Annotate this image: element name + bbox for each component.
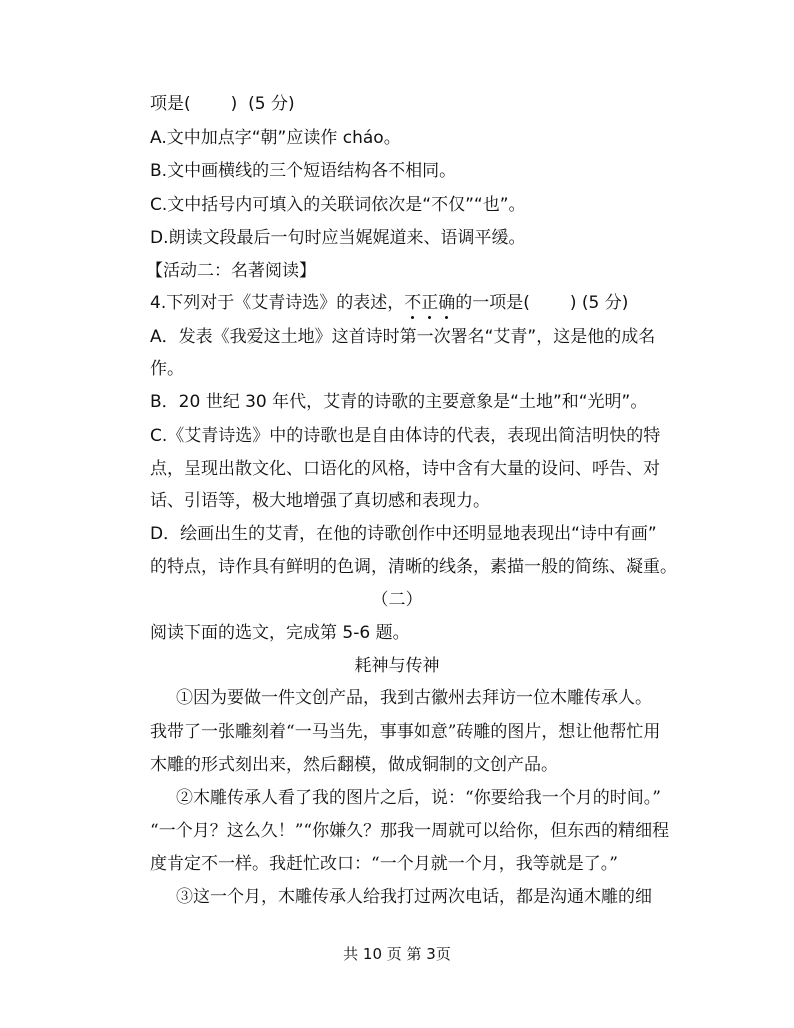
article-line: “一个月？这么久！”“你嫌久？那我一周就可以给你，但东西的精细程 [150, 821, 670, 841]
page-footer: 共 10 页 第 3页 [343, 945, 451, 963]
question4-stem-post: 的一项是( [455, 293, 530, 313]
question4-option-d-line1: D．绘画出生的艾青，在他的诗歌创作中还明显地表现出“诗中有画” [150, 524, 657, 544]
article-title: 耗神与传神 [354, 656, 440, 676]
article-line: 木雕的形式刻出来，然后翻模，做成铜制的文创产品。 [150, 755, 558, 775]
article-line: 我带了一张雕刻着“一马当先，事事如意”砖雕的图片，想让他帮忙用 [150, 722, 661, 742]
question3-stem-text: 项是( [150, 94, 191, 114]
question3-option-b: B.文中画横线的三个短语结构各不相同。 [150, 161, 457, 181]
question4-option-c-line3: 话、引语等，极大地增强了真切感和表现力。 [150, 491, 490, 511]
question4-option-c-line1: C.《艾青诗选》中的诗歌也是自由体诗的代表，表现出简洁明快的特 [150, 426, 661, 446]
question3-option-d: D.朗读文段最后一句时应当娓娓道来、语调平缓。 [150, 228, 526, 248]
article-line: ①因为要做一件文创产品，我到古徽州去拜访一位木雕传承人。 [176, 688, 652, 708]
question4-stem [150, 291, 628, 315]
question3-stem-close: ) [230, 94, 238, 114]
section2-instruction: 阅读下面的选文，完成第 5-6 题。 [150, 623, 410, 643]
emphasis-char: 不 [404, 293, 422, 313]
emphasis-char: 正 [421, 293, 439, 313]
question4-option-a-line2: 作。 [150, 359, 184, 379]
question4-stem-close: ) [569, 293, 577, 313]
article-line: ③这一个月，木雕传承人给我打过两次电话，都是沟通木雕的细 [176, 887, 652, 907]
question3-stem [150, 92, 295, 116]
question3-option-a: A.文中加点字“朝”应读作 cháo。 [150, 128, 401, 148]
section2-heading: （二） [371, 590, 423, 610]
question4-stem-pre: 4.下列对于《艾青诗选》的表述， [150, 293, 405, 313]
emphasis-char: 确 [438, 293, 456, 313]
article-line: ②木雕传承人看了我的图片之后，说：“你要给我一个月的时间。” [176, 788, 661, 808]
question4-points: (5 分) [581, 293, 629, 313]
question4-option-b: B．20 世纪 30 年代，艾青的诗歌的主要意象是“土地”和“光明”。 [150, 392, 648, 412]
question3-option-c: C.文中括号内可填入的关联词依次是“不仅”“也”。 [150, 195, 526, 215]
article-line: 度肯定不一样。我赶忙改口：“一个月就一个月，我等就是了。” [150, 854, 618, 874]
question4-option-c-line2: 点，呈现出散文化、口语化的风格，诗中含有大量的设问、呼告、对 [150, 459, 660, 479]
question3-points: (5 分) [248, 94, 295, 114]
question4-option-d-line2: 的特点，诗作具有鲜明的色调，清晰的线条，素描一般的简练、凝重。 [150, 557, 677, 577]
activity2-heading: 【活动二：名著阅读】 [146, 261, 316, 281]
question4-option-a-line1: A．发表《我爱这土地》这首诗时第一次署名“艾青”，这是他的成名 [150, 327, 656, 347]
